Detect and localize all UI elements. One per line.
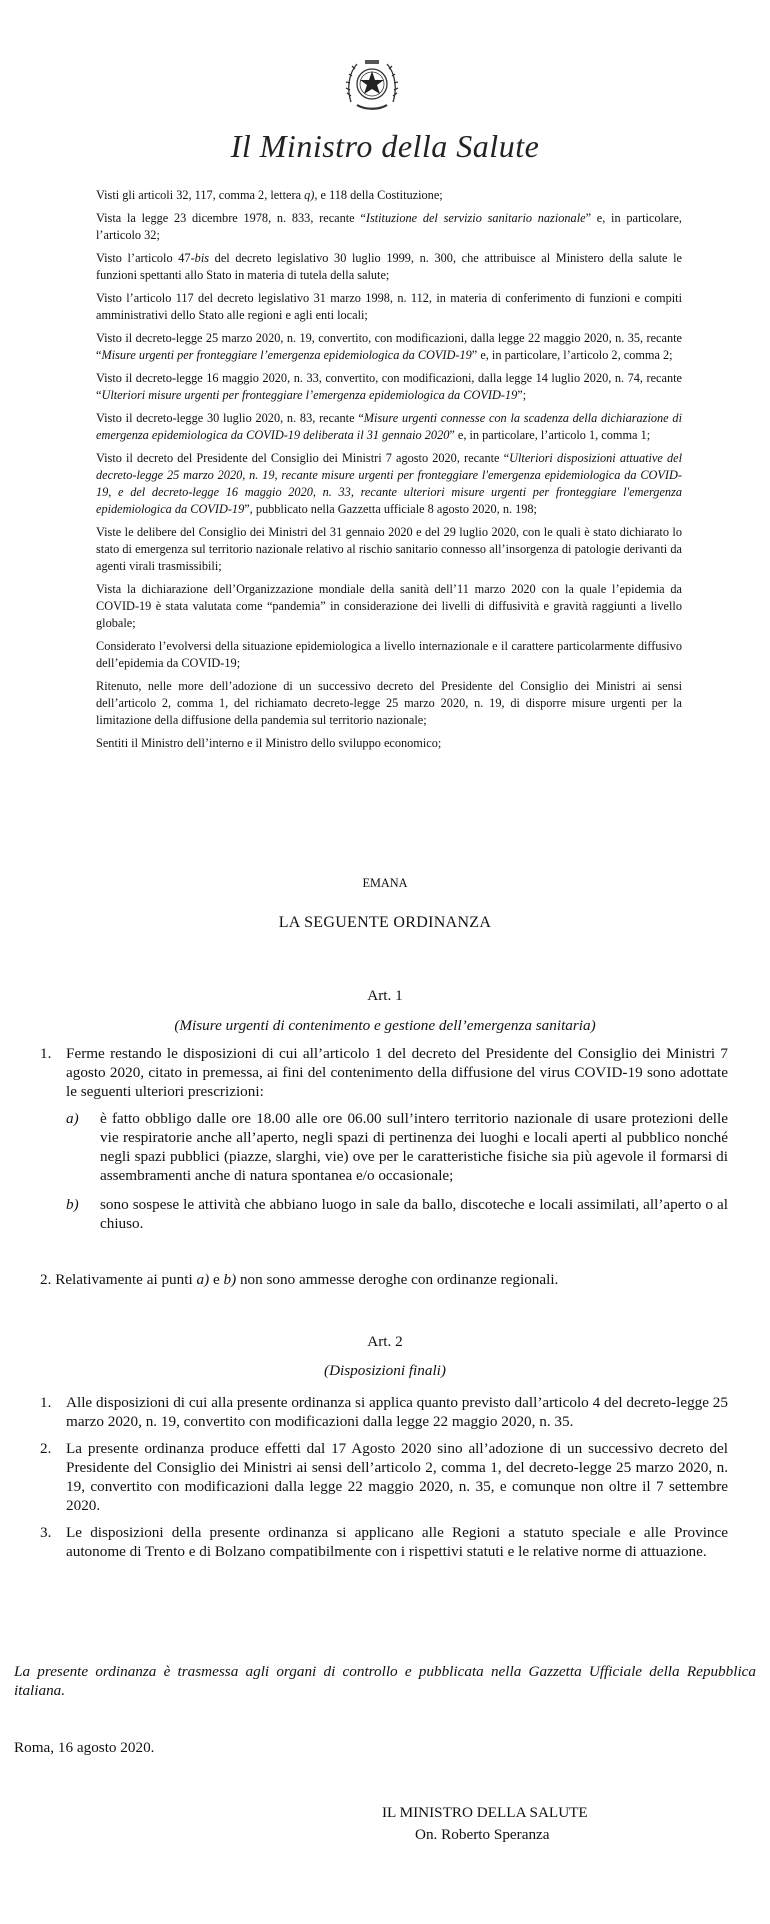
preamble-text: ” e, in particolare, l’articolo 32;: [96, 211, 683, 242]
preamble-text: Visto il decreto-legge 30 luglio 2020, n. 83, recante “: [96, 411, 364, 425]
item-number: 1.: [40, 1045, 52, 1062]
art2-subtitle: (Disposizioni finali): [324, 1362, 446, 1379]
preamble-text: Considerato l’evolversi della situazione epidemiologica a livello internazionale e il carattere particolarmente diffusivo dell’epidemia da COVID-19;: [96, 639, 682, 670]
preamble-paragraph: [96, 638, 682, 672]
item-text-before: Relativamente ai punti: [55, 1271, 197, 1288]
item-number: 2.: [40, 1440, 52, 1457]
preamble-text: Istituzione del servizio sanitario nazionale: [365, 211, 586, 225]
item-number: 3.: [40, 1524, 52, 1541]
art1-list: [40, 1044, 728, 1243]
preamble-text: Vista la dichiarazione dell’Organizzazione mondiale della sanità dell’11 marzo 2020 con la quale l’epidemia da COVID-19 è stata valutata come “pandemia” in considerazione dei livelli di diffusività e gravità raggiunti a livello globale;: [96, 582, 682, 630]
italian-republic-emblem-icon: [343, 52, 401, 116]
place-date: Roma, 16 agosto 2020.: [14, 1739, 155, 1756]
art2-item-1: [40, 1393, 728, 1431]
preamble: [96, 187, 682, 758]
preamble-text: Viste le delibere del Consiglio dei Ministri del 31 gennaio 2020 e del 29 luglio 2020, con le quali è stato dichiarato lo stato di emergenza sul territorio nazionale relativo al rischio sanitario connesso all’insorgenza di patologie derivanti da agenti virali trasmissibili;: [96, 525, 682, 573]
preamble-text: Visto l’articolo 47-: [96, 251, 195, 265]
art2-item-2: [40, 1439, 728, 1515]
closing-statement: La presente ordinanza è trasmessa agli organi di controllo e pubblicata nella Gazzetta Ufficiale della Repubblica italiana.: [14, 1663, 756, 1699]
preamble-text: Visti gli articoli 32, 117, comma 2, lettera: [96, 188, 305, 202]
preamble-paragraph: [96, 370, 682, 404]
art1-sublist: [66, 1109, 728, 1233]
preamble-text: bis: [194, 251, 210, 265]
preamble-text: ” e, in particolare, l’articolo 2, comma 2;: [471, 348, 673, 362]
preamble-text: ”;: [517, 388, 527, 402]
preamble-text: Misure urgenti connesse con la scadenza della dichiarazione di emergenza epidemiologica da COVID-19 deliberata il 31 gennaio 2020: [96, 411, 682, 442]
ministry-title: Il Ministro della Salute: [230, 128, 540, 164]
art1-item-1-b: [66, 1195, 728, 1233]
preamble-text: , e 118 della Costituzione;: [314, 188, 443, 202]
preamble-text: Sentiti il Ministro dell’interno e il Ministro dello sviluppo economico;: [96, 736, 442, 750]
item-text: La presente ordinanza produce effetti dal 17 Agosto 2020 sino all’adozione di un successivo decreto del Presidente del Consiglio dei Ministri ai sensi dell’articolo 2, comma 1, del decreto-legge 25 marzo 2020, n. 19, convertito con modificazioni dalla legge 22 maggio 2020, n. 35, e comunque non oltre il 7 settembre 2020.: [66, 1440, 728, 1514]
preamble-paragraph: [96, 290, 682, 324]
art2-heading: Art. 2: [367, 1333, 403, 1350]
preamble-paragraph: [96, 210, 682, 244]
preamble-text: ” e, in particolare, l’articolo 1, comma 1;: [449, 428, 651, 442]
art2-list: [40, 1393, 728, 1569]
art1-subtitle: (Misure urgenti di contenimento e gestione dell’emergenza sanitaria): [174, 1017, 596, 1034]
preamble-paragraph: [96, 678, 682, 729]
preamble-text: del decreto legislativo 30 luglio 1999, n. 300, che attribuisce al Ministero della salute le funzioni spettanti allo Stato in materia di tutela della salute;: [96, 251, 682, 282]
art1-item-1-a: [66, 1109, 728, 1185]
signer-title: IL MINISTRO DELLA SALUTE: [382, 1804, 588, 1821]
emana-label: EMANA: [362, 876, 408, 890]
preamble-paragraph: [96, 450, 682, 518]
preamble-paragraph: [96, 581, 682, 632]
item-text: è fatto obbligo dalle ore 18.00 alle ore 06.00 sull’intero territorio nazionale di usare protezioni delle vie respiratorie anche all’aperto, negli spazi di pertinenza dei luoghi e locali aperti al pubblico nonché negli spazi pubblici (piazze, slarghi, vie) ove per le caratteristiche fisiche sia più agevole il formarsi di assembramenti anche di natura spontanea e/o occasionale;: [100, 1110, 728, 1184]
item-text: Alle disposizioni di cui alla presente ordinanza si applica quanto previsto dall’articolo 4 del decreto-legge 25 marzo 2020, n. 19, convertito con modificazioni dalla legge 22 maggio 2020, n. 35.: [66, 1394, 728, 1430]
art2-item-3: [40, 1523, 728, 1561]
preamble-text: Ulteriori misure urgenti per fronteggiare l’emergenza epidemiologica da COVID-19: [101, 388, 518, 402]
ref-b: b): [223, 1271, 237, 1288]
preamble-paragraph: [96, 187, 682, 204]
art1-item-2: [40, 1270, 740, 1289]
item-text-after: non sono ammesse deroghe con ordinanze regionali.: [236, 1271, 559, 1288]
preamble-text: Ritenuto, nelle more dell’adozione di un successivo decreto del Presidente del Consiglio dei Ministri ai sensi dell’articolo 2, comma 1, del richiamato decreto-legge 25 marzo 2020, n. 19, di disporre misure urgenti per la limitazione della diffusione della pandemia sul territorio nazionale;: [96, 679, 682, 727]
preamble-text: Misure urgenti per fronteggiare l’emergenza epidemiologica da COVID-19: [101, 348, 472, 362]
preamble-paragraph: [96, 250, 682, 284]
preamble-text: Vista la legge 23 dicembre 1978, n. 833, recante “: [96, 211, 366, 225]
item-text: sono sospese le attività che abbiano luogo in sale da ballo, discoteche e locali assimilati, all’aperto o al chiuso.: [100, 1196, 728, 1232]
ref-a: a): [196, 1271, 210, 1288]
preamble-text: Visto il decreto-legge 16 maggio 2020, n. 33, convertito, con modificazioni, dalla legge 14 luglio 2020, n. 74, recante “: [96, 371, 682, 402]
art1-heading: Art. 1: [367, 987, 403, 1004]
preamble-paragraph: [96, 524, 682, 575]
item-text: Le disposizioni della presente ordinanza si applicano alle Regioni a statuto speciale e alle Province autonome di Trento e di Bolzano compatibilmente con i rispettivi statuti e le relative norme di attuazione.: [66, 1524, 728, 1560]
preamble-text: Visto il decreto-legge 25 marzo 2020, n. 19, convertito, con modificazioni, dalla legge 22 maggio 2020, n. 35, recante “: [96, 331, 682, 362]
preamble-text: ”, pubblicato nella Gazzetta ufficiale 8 agosto 2020, n. 198;: [244, 502, 537, 516]
item-text: Ferme restando le disposizioni di cui all’articolo 1 del decreto del Presidente del Consiglio dei Ministri 7 agosto 2020, citato in premessa, ai fini del contenimento della diffusione del virus COVID-19 sono adottate le seguenti ulteriori prescrizioni:: [66, 1045, 728, 1100]
item-letter: a): [66, 1110, 79, 1127]
preamble-paragraph: [96, 330, 682, 364]
item-text-mid: e: [209, 1271, 224, 1288]
preamble-text: Visto l’articolo 117 del decreto legislativo 31 marzo 1998, n. 112, in materia di conferimento di funzioni e compiti amministrativi dello Stato alle regioni e agli enti locali;: [96, 291, 682, 322]
item-letter: b): [66, 1196, 79, 1213]
signer-name: On. Roberto Speranza: [415, 1826, 550, 1843]
preamble-paragraph: [96, 735, 682, 752]
item-number: 1.: [40, 1394, 52, 1411]
art1-item-1: [40, 1044, 728, 1233]
preamble-paragraph: [96, 410, 682, 444]
ordinanza-title: LA SEGUENTE ORDINANZA: [278, 914, 492, 931]
preamble-text: Visto il decreto del Presidente del Consiglio dei Ministri 7 agosto 2020, recante “: [96, 451, 510, 465]
preamble-text: q): [304, 188, 315, 202]
item-number: 2.: [40, 1271, 52, 1288]
preamble-text: Ulteriori disposizioni attuative del decreto-legge 25 marzo 2020, n. 19, recante misure urgenti per fronteggiare l'emergenza epidemiologica da COVID-19, e del decreto-legge 16 maggio 2020, n. 33, recante ulteriori misure urgenti per fronteggiare l'emergenza epidemiologica da COVID-19: [96, 451, 683, 516]
